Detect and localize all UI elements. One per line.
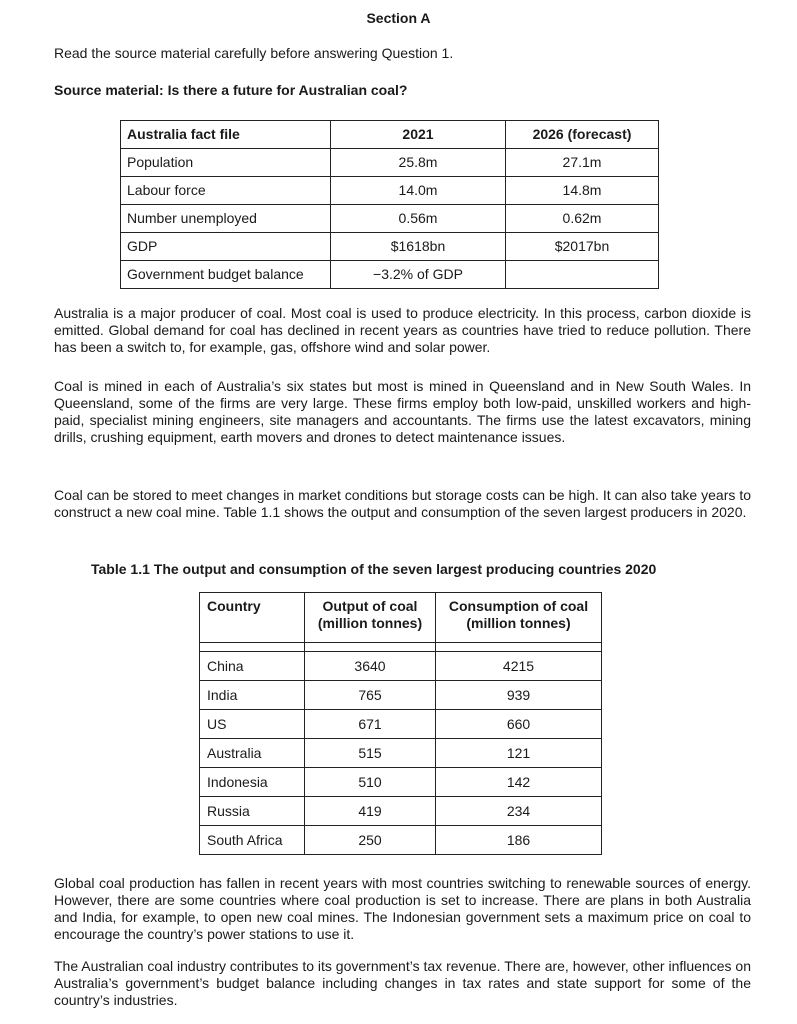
australia-fact-file-table: [120, 120, 659, 289]
coal-cell-country: Australia: [200, 739, 305, 768]
coal-cell-country: US: [200, 710, 305, 739]
fact-cell-2021: 14.0m: [331, 177, 506, 205]
coal-header-output-line1: Output of coal: [322, 598, 418, 614]
coal-row-india: [200, 681, 602, 710]
coal-cell-output: 419: [305, 797, 436, 826]
fact-row-population: [121, 149, 659, 177]
fact-header-2021: 2021: [331, 121, 506, 149]
coal-cell-consumption: 142: [436, 768, 602, 797]
fact-cell-2026: 14.8m: [506, 177, 659, 205]
coal-row-australia: [200, 739, 602, 768]
coal-cell-output: 515: [305, 739, 436, 768]
coal-cell-consumption: 939: [436, 681, 602, 710]
coal-row-south-africa: [200, 826, 602, 855]
coal-cell-output: 765: [305, 681, 436, 710]
fact-cell-2021: 0.56m: [331, 205, 506, 233]
coal-cell-consumption: 660: [436, 710, 602, 739]
paragraph-coal-production: Australia is a major producer of coal. Most coal is used to produce electricity. In this process, carbon dioxide is emitted. Global demand for coal has declined in recent years as countries have tried to reduce pollution. There has been a switch to, for example, gas, offshore wind and solar power.: [54, 305, 751, 355]
paragraph-global-production: Global coal production has fallen in recent years with most countries switching to renewable sources of energy. However, there are some countries where coal production is set to increase. There are plans in both Australia and India, for example, to open new coal mines. The Indonesian government sets a maximum price on coal to encourage the country’s power stations to use it.: [54, 875, 751, 942]
fact-row-labour-force: [121, 177, 659, 205]
paragraph-tax-revenue: The Australian coal industry contributes to its government’s tax revenue. There are, however, other influences on Australia’s government’s budget balance including changes in tax rates and state support for some of the country’s industries.: [54, 958, 751, 1008]
coal-cell-output: 3640: [305, 652, 436, 681]
coal-cell-output: 250: [305, 826, 436, 855]
coal-output-consumption-table: [199, 592, 602, 855]
fact-cell-2021: −3.2% of GDP: [331, 261, 506, 289]
fact-cell-2026: [506, 261, 659, 289]
coal-cell-country: Indonesia: [200, 768, 305, 797]
coal-table-spacer-row: [200, 643, 602, 652]
paragraph-storage: Coal can be stored to meet changes in market conditions but storage costs can be high. It can also take years to construct a new coal mine. Table 1.1 shows the output and consumption of the seven largest producers in 2020.: [54, 487, 751, 520]
fact-cell-2026: $2017bn: [506, 233, 659, 261]
coal-header-country-text: Country: [207, 598, 261, 614]
fact-cell-2021: 25.8m: [331, 149, 506, 177]
coal-header-consumption-line2: (million tonnes): [466, 615, 571, 631]
coal-header-output: [305, 593, 436, 643]
section-title: Section A: [366, 10, 431, 26]
fact-cell-2021: $1618bn: [331, 233, 506, 261]
fact-table-header-row: [121, 121, 659, 149]
fact-cell-label: Government budget balance: [121, 261, 331, 289]
paragraph-mining-states: Coal is mined in each of Australia’s six states but most is mined in Queensland and in New South Wales. In Queensland, some of the firms are very large. These firms employ both low-paid, unskilled workers and high-paid, specialist mining engineers, site managers and accountants. The firms use the latest excavators, mining drills, crushing equipment, earth movers and drones to detect maintenance issues.: [54, 378, 751, 445]
intro-text: Read the source material carefully before answering Question 1.: [54, 45, 454, 61]
fact-row-gdp: [121, 233, 659, 261]
coal-row-china: [200, 652, 602, 681]
fact-cell-label: Labour force: [121, 177, 331, 205]
coal-cell-consumption: 4215: [436, 652, 602, 681]
coal-header-country: [200, 593, 305, 643]
source-title: Source material: Is there a future for Australian coal?: [54, 82, 408, 98]
coal-cell-consumption: 121: [436, 739, 602, 768]
coal-cell-consumption: 186: [436, 826, 602, 855]
coal-row-us: [200, 710, 602, 739]
coal-row-russia: [200, 797, 602, 826]
fact-cell-label: Number unemployed: [121, 205, 331, 233]
coal-header-output-line2: (million tonnes): [317, 615, 423, 631]
coal-header-consumption: [436, 593, 602, 643]
coal-cell-output: 510: [305, 768, 436, 797]
fact-cell-label: Population: [121, 149, 331, 177]
fact-row-unemployed: [121, 205, 659, 233]
fact-cell-2026: 27.1m: [506, 149, 659, 177]
coal-cell-country: China: [200, 652, 305, 681]
coal-row-indonesia: [200, 768, 602, 797]
coal-cell-country: India: [200, 681, 305, 710]
coal-cell-country: Russia: [200, 797, 305, 826]
fact-row-budget-balance: [121, 261, 659, 289]
fact-cell-2026: 0.62m: [506, 205, 659, 233]
fact-cell-label: GDP: [121, 233, 331, 261]
coal-cell-output: 671: [305, 710, 436, 739]
coal-header-consumption-line1: Consumption of coal: [448, 598, 589, 614]
coal-table-header-row: [200, 593, 602, 643]
coal-cell-consumption: 234: [436, 797, 602, 826]
fact-header-label: Australia fact file: [121, 121, 331, 149]
fact-header-2026: 2026 (forecast): [506, 121, 659, 149]
table-1-1-caption: Table 1.1 The output and consumption of the seven largest producing countries 2020: [91, 561, 657, 577]
coal-cell-country: South Africa: [200, 826, 305, 855]
